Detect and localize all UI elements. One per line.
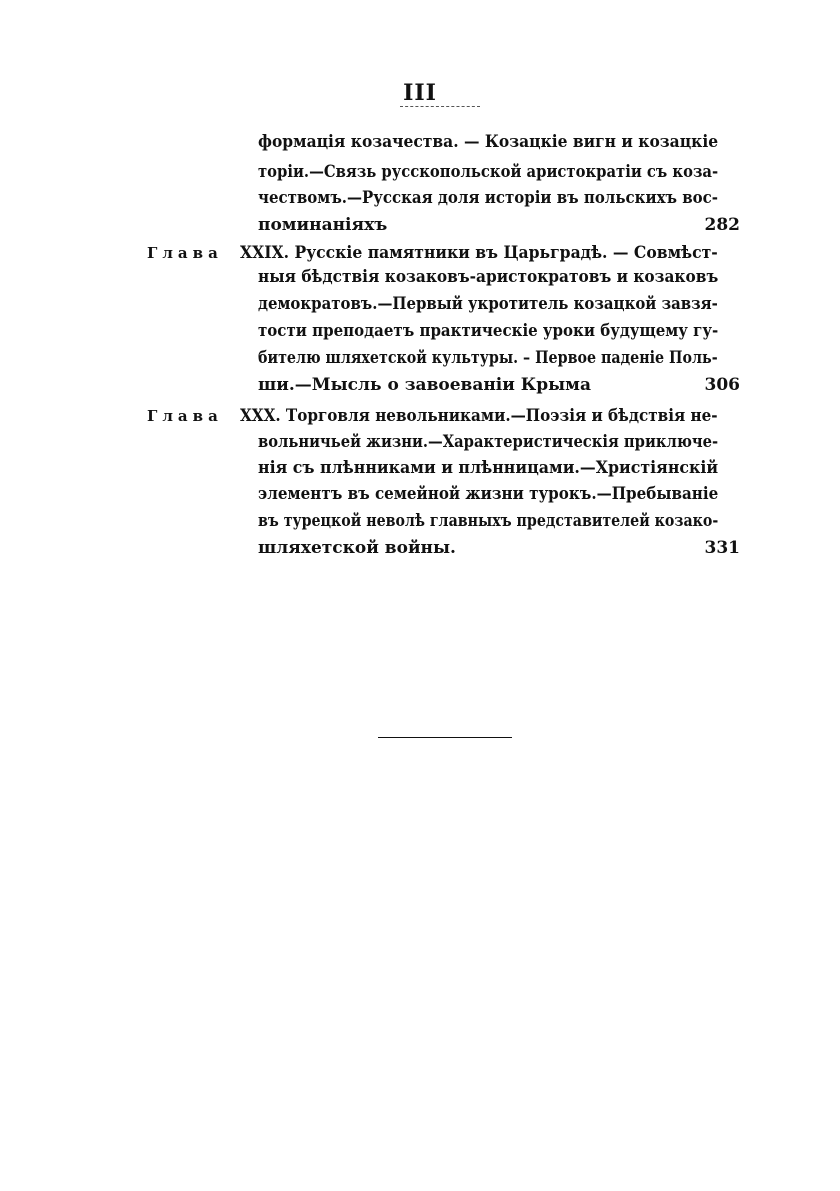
chapter-label: Глава	[147, 407, 223, 425]
end-rule	[378, 737, 512, 738]
toc-line: тости преподаетъ практическіе уроки будущему гу-	[258, 321, 719, 341]
toc-line: чествомъ.—Русская доля исторіи въ польскихъ вос-	[258, 188, 718, 208]
page-number: III	[403, 80, 437, 106]
chapter-label: Глава	[147, 244, 223, 262]
toc-line: вольничьей жизни.—Характеристическія приключе-	[258, 432, 719, 452]
toc-line: поминаніяхъ	[258, 215, 388, 235]
toc-line: ши.—Мысль о завоеваніи Крыма	[258, 375, 591, 395]
toc-line: элементъ въ семейной жизни турокъ.—Пребываніе	[258, 484, 719, 504]
toc-line: ныя бѣдствія козаковъ-аристократовъ и козаковъ	[258, 267, 719, 287]
toc-page-number: 331	[704, 538, 740, 558]
toc-line: шляхетской войны.	[258, 538, 456, 558]
toc-page-number: 282	[704, 215, 740, 235]
toc-line: бителю шляхетской культуры. – Первое паденіе Поль-	[258, 348, 718, 368]
toc-line: XXX. Торговля невольниками.—Поэзія и бѣдствія не-	[240, 406, 718, 426]
toc-page-number: 306	[704, 375, 740, 395]
toc-line: нія съ плѣнниками и плѣнницами.—Христіянскій	[258, 458, 719, 478]
toc-line: торіи.—Связь русскопольской аристократіи съ коза-	[258, 162, 719, 182]
toc-line: въ турецкой неволѣ главныхъ представителей козако-	[258, 511, 719, 531]
toc-line: демократовъ.—Первый укротитель козацкой завзя-	[258, 294, 718, 314]
toc-line: XXIX. Русскіе памятники въ Царьградѣ. — Совмѣст-	[240, 243, 718, 263]
page-number-rule	[400, 106, 480, 107]
toc-line: формація козачества. — Козацкіе вигн и козацкіе	[258, 132, 719, 152]
